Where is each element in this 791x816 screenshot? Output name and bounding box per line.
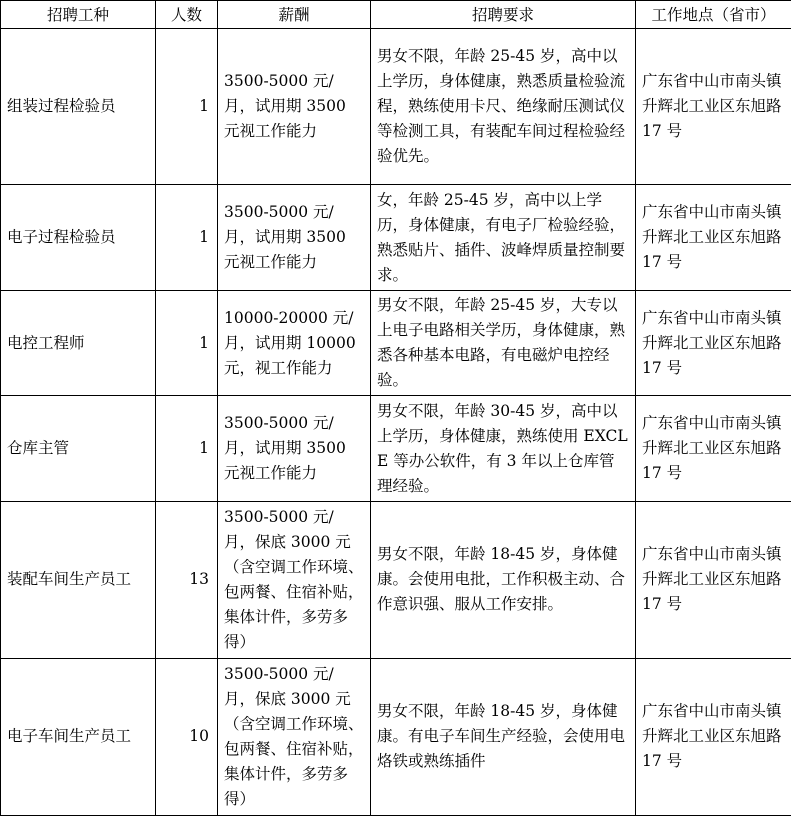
header-count: 人数 xyxy=(156,1,218,29)
table-row xyxy=(1,291,791,396)
salary: 10000-20000 元/月，试用期 10000 元，视工作能力 xyxy=(218,291,371,396)
salary: 3500-5000 元/月，试用期 3500 元视工作能力 xyxy=(218,29,371,185)
location: 广东省中山市南头镇升辉北工业区东旭路 17 号 xyxy=(636,396,791,501)
salary: 3500-5000 元/月，试用期 3500 元视工作能力 xyxy=(218,185,371,291)
header-requirements: 招聘要求 xyxy=(371,1,636,29)
requirements: 男女不限，年龄 18-45 岁，身体健康。会使用电批，工作积极主动、合作意识强、服从工作安排。 xyxy=(371,501,636,658)
location: 广东省中山市南头镇升辉北工业区东旭路 17 号 xyxy=(636,29,791,185)
job-title: 装配车间生产员工 xyxy=(1,501,156,658)
table-row xyxy=(1,29,791,185)
table-header-row xyxy=(1,1,791,29)
job-title: 电控工程师 xyxy=(1,291,156,396)
job-title: 电子过程检验员 xyxy=(1,185,156,291)
table-row xyxy=(1,658,791,815)
requirements: 男女不限，年龄 18-45 岁，身体健康。有电子车间生产经验，会使用电烙铁或熟练插件 xyxy=(371,658,636,815)
salary: 3500-5000 元/月，保底 3000 元（含空调工作环境、包两餐、住宿补贴，集体计件，多劳多得） xyxy=(218,658,371,815)
headcount: 13 xyxy=(156,501,218,658)
headcount: 10 xyxy=(156,658,218,815)
headcount: 1 xyxy=(156,29,218,185)
header-location: 工作地点（省市） xyxy=(636,1,791,29)
salary: 3500-5000 元/月，试用期 3500 元视工作能力 xyxy=(218,396,371,501)
headcount: 1 xyxy=(156,291,218,396)
header-salary: 薪酬 xyxy=(218,1,371,29)
job-title: 组装过程检验员 xyxy=(1,29,156,185)
location: 广东省中山市南头镇升辉北工业区东旭路 17 号 xyxy=(636,185,791,291)
job-title: 电子车间生产员工 xyxy=(1,658,156,815)
table-row xyxy=(1,501,791,658)
requirements: 女，年龄 25-45 岁，高中以上学历，身体健康，有电子厂检验经验，熟悉贴片、插件、波峰焊质量控制要求。 xyxy=(371,185,636,291)
table-row xyxy=(1,396,791,501)
requirements: 男女不限，年龄 30-45 岁，高中以上学历，身体健康，熟练使用 EXCLE 等办公软件，有 3 年以上仓库管理经验。 xyxy=(371,396,636,501)
location: 广东省中山市南头镇升辉北工业区东旭路 17 号 xyxy=(636,291,791,396)
headcount: 1 xyxy=(156,396,218,501)
header-job: 招聘工种 xyxy=(1,1,156,29)
job-title: 仓库主管 xyxy=(1,396,156,501)
requirements: 男女不限，年龄 25-45 岁，高中以上学历，身体健康，熟悉质量检验流程，熟练使用卡尺、绝缘耐压测试仪等检测工具，有装配车间过程检验经验优先。 xyxy=(371,29,636,185)
requirements: 男女不限，年龄 25-45 岁，大专以上电子电路相关学历，身体健康，熟悉各种基本电路，有电磁炉电控经验。 xyxy=(371,291,636,396)
headcount: 1 xyxy=(156,185,218,291)
salary: 3500-5000 元/月，保底 3000 元（含空调工作环境、包两餐、住宿补贴，集体计件，多劳多得） xyxy=(218,501,371,658)
location: 广东省中山市南头镇升辉北工业区东旭路 17 号 xyxy=(636,501,791,658)
table-row xyxy=(1,185,791,291)
location: 广东省中山市南头镇升辉北工业区东旭路 17 号 xyxy=(636,658,791,815)
